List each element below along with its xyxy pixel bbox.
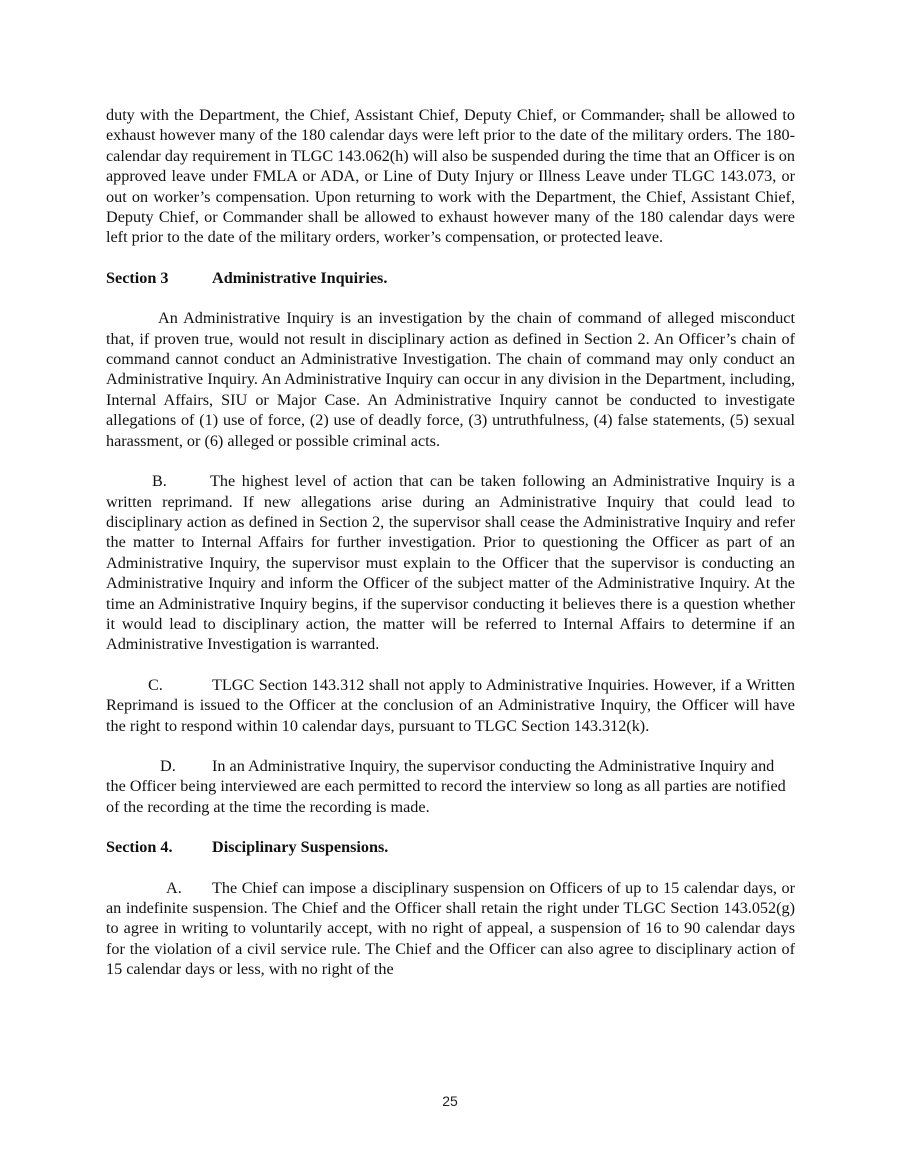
section-3-text-b: The highest level of action that can be taken following an Administrative Inquiry is a written reprimand. If new allegations arise during an Administrative Inquiry that could lead to disciplinary action as defined in Section 2, the supervisor shall cease the Administrative Inquiry and refer the matter to Internal Affairs for further investigation. Prior to questioning the Officer as part of an Administrative Inquiry, the supervisor must explain to the Officer that the supervisor is conducting an Administrative Inquiry and inform the Officer of the subject matter of the Administrative Inquiry. At the time an Administrative Inquiry begins, if the supervisor conducting it believes there is a question whether it would lead to disciplinary action, the matter will be referred to Internal Affairs to determine if an Administrative Investigation is warranted. <box>106 472 795 654</box>
page-number: 25 <box>442 1093 458 1109</box>
intro-strikethrough-text: , <box>660 106 665 124</box>
section-4-paragraph-a <box>106 878 795 980</box>
intro-paragraph <box>106 105 795 248</box>
section-4-number: Section 4. <box>106 838 173 857</box>
section-3-label-c: C. <box>148 675 163 694</box>
section-3-number: Section 3 <box>106 268 169 287</box>
section-4-heading <box>106 837 795 857</box>
document-page <box>106 105 795 980</box>
section-3-label-d: D. <box>160 756 176 775</box>
intro-text-b: shall be allowed to exhaust however many of the 180 calendar days were left prior to the date of the military orders. The 180-calendar day requirement in TLGC 143.062(h) will also be suspended during the time that an Officer is on approved leave under FMLA or ADA, or Line of Duty Injury or Illness Leave under TLGC 143.073, or out on worker’s compensation. Upon returning to work with the Department, the Chief, Assistant Chief, Deputy Chief, or Commander shall be allowed to exhaust however many of the 180 calendar days were left prior to the date of the military orders, worker’s compensation, or protected leave. <box>106 106 795 247</box>
section-4-title: Disciplinary Suspensions. <box>212 838 389 857</box>
intro-text-a: duty with the Department, the Chief, Assistant Chief, Deputy Chief, or Commander <box>106 106 661 124</box>
section-3-label-b: B. <box>152 472 167 491</box>
section-4-text-a: The Chief can impose a disciplinary suspension on Officers of up to 15 calendar days, or an indefinite suspension. The Chief and the Officer shall retain the right under TLGC Section 143.052(g) to agree in writing to voluntarily accept, with no right of appeal, a suspension of 16 to 90 calendar days for the violation of a civil service rule. The Chief and the Officer can also agree to disciplinary action of 15 calendar days or less, with no right of the <box>106 878 795 979</box>
section-3-paragraph-b <box>106 471 795 655</box>
section-4-label-a: A. <box>166 878 182 897</box>
section-3-text-c: TLGC Section 143.312 shall not apply to Administrative Inquiries. However, if a Written Reprimand is issued to the Officer at the conclusion of an Administrative Inquiry, the Officer will have the right to respond within 10 calendar days, pursuant to TLGC Section 143.312(k). <box>106 675 795 735</box>
section-3-text-d: In an Administrative Inquiry, the supervisor conducting the Administrative Inquiry and the Officer being interviewed are each permitted to record the interview so long as all parties are notified of the recording at the time the recording is made. <box>106 756 786 816</box>
section-3-paragraph-d <box>106 756 795 817</box>
section-3-title: Administrative Inquiries. <box>212 268 388 287</box>
section-3-paragraph-c <box>106 675 795 736</box>
section-3-paragraph-a: An Administrative Inquiry is an investigation by the chain of command of alleged misconduct that, if proven true, would not result in disciplinary action as defined in Section 2. An Officer’s chain of command cannot conduct an Administrative Investigation. The chain of command may only conduct an Administrative Inquiry. An Administrative Inquiry can occur in any division in the Department, including, Internal Affairs, SIU or Major Case. An Administrative Inquiry cannot be conducted to investigate allegations of (1) use of force, (2) use of deadly force, (3) untruthfulness, (4) false statements, (5) sexual harassment, or (6) alleged or possible criminal acts. <box>106 309 795 450</box>
section-3-heading <box>106 268 795 288</box>
